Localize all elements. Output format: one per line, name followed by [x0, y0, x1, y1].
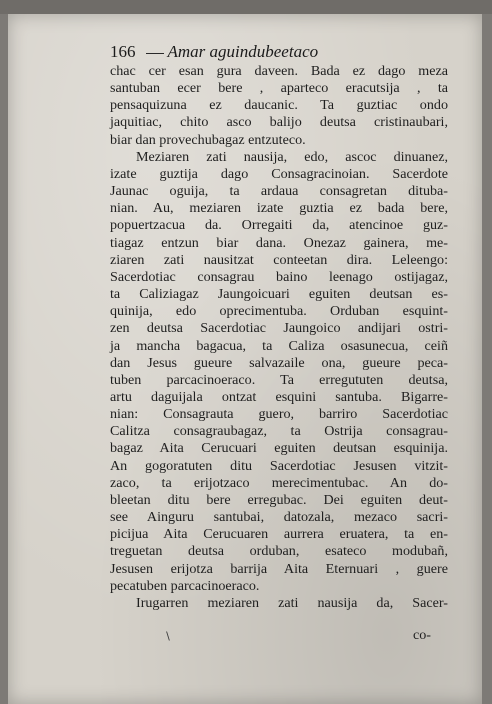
page-number: 166 [110, 42, 136, 61]
text-line: ja mancha bagacua, ta Caliza osasunecua, ceiñ [110, 337, 448, 354]
text-line: zen deutsa Sacerdotiac Jaungoico andijari ostri- [110, 320, 448, 337]
text-line: Calitza consagraubagaz, ta Ostrija consagrau- [110, 423, 448, 440]
text-line: santuban ecer bere , aparteco eracutsija , ta [110, 80, 448, 97]
text-line: nian: Consagrauta guero, barriro Sacerdotiac [110, 406, 448, 423]
text-line: chac cer esan gura daveen. Bada ez dago meza [110, 63, 448, 79]
text-line: ziaren zati nausitzat conteetan dira. Leleengo: [110, 251, 448, 268]
running-title: Amar aguindubeetaco [167, 42, 319, 61]
text-line: bleetan ditu bere erregubac. Dei eguiten deut- [110, 491, 448, 508]
catchword: co- [413, 627, 431, 643]
text-line: pecatuben parcacinoeraco. [110, 577, 260, 594]
text-line: izate guztija dago Consagracinoian. Sacerdote [110, 165, 448, 182]
text-line: see Ainguru santubai, datozala, mezaco sacri- [110, 509, 448, 526]
paragraph-start-line: Irugarren meziaren zati nausija da, Sacer- [136, 594, 448, 611]
text-line: nian. Au, meziaren izate guztia ez bada bere, [110, 200, 448, 217]
paragraph-start-line: Meziaren zati nausija, edo, ascoc dinuanez, [136, 148, 448, 165]
text-line: dan Jesus gueure salvazaile ona, gueure peca- [110, 354, 448, 371]
text-line: jaquitiac, chito asco balijo deutsa cristinaubari, [110, 114, 448, 131]
text-line: An gogoratuten ditu Sacerdotiac Jesusen vitzit- [110, 457, 448, 474]
running-header [110, 42, 430, 64]
text-line: bagaz Aita Cerucuari eguiten deutsan esquinija. [110, 440, 448, 457]
text-line: picijua Aita Cerucuaren aurrera eruatera, ta en- [110, 526, 448, 543]
text-line: tuben parcacinoeraco. Ta erregututen deutsa, [110, 371, 448, 388]
text-line: quinija, edo oprecimentuba. Orduban esquint- [110, 303, 448, 320]
header-dash [146, 53, 164, 54]
text-line: Jesusen erijotza barrija Aita Eternuari , guere [110, 560, 448, 577]
text-line: ta Caliziagaz Jaungoicuari eguiten deutsan es- [110, 286, 448, 303]
page-body-text [110, 63, 448, 612]
text-line: pensaquizuna ez daucanic. Ta guztiac ondo [110, 97, 448, 114]
text-line: popuertzacua da. Orregaiti da, atencinoe guz- [110, 217, 448, 234]
text-line: Jaunac oguija, ta ardaua consagretan dituba- [110, 183, 448, 200]
text-line: biar dan provechubagaz entzuteco. [110, 131, 306, 148]
text-line: zaco, ta erijotzaco merecimentubac. An do- [110, 474, 448, 491]
text-line: Sacerdotiac consagrau baino leenago ostijagaz, [110, 268, 448, 285]
scan-top-edge [0, 0, 492, 14]
text-line: treguetan deutsa orduban, esateco modubañ, [110, 543, 448, 560]
ink-mark-icon: ∖ [164, 630, 172, 643]
text-line: tiagaz entzun biar dana. Onezaz gainera, me- [110, 234, 448, 251]
text-line: artu daguijala ontzat esquini santuba. Bigarre- [110, 388, 448, 405]
